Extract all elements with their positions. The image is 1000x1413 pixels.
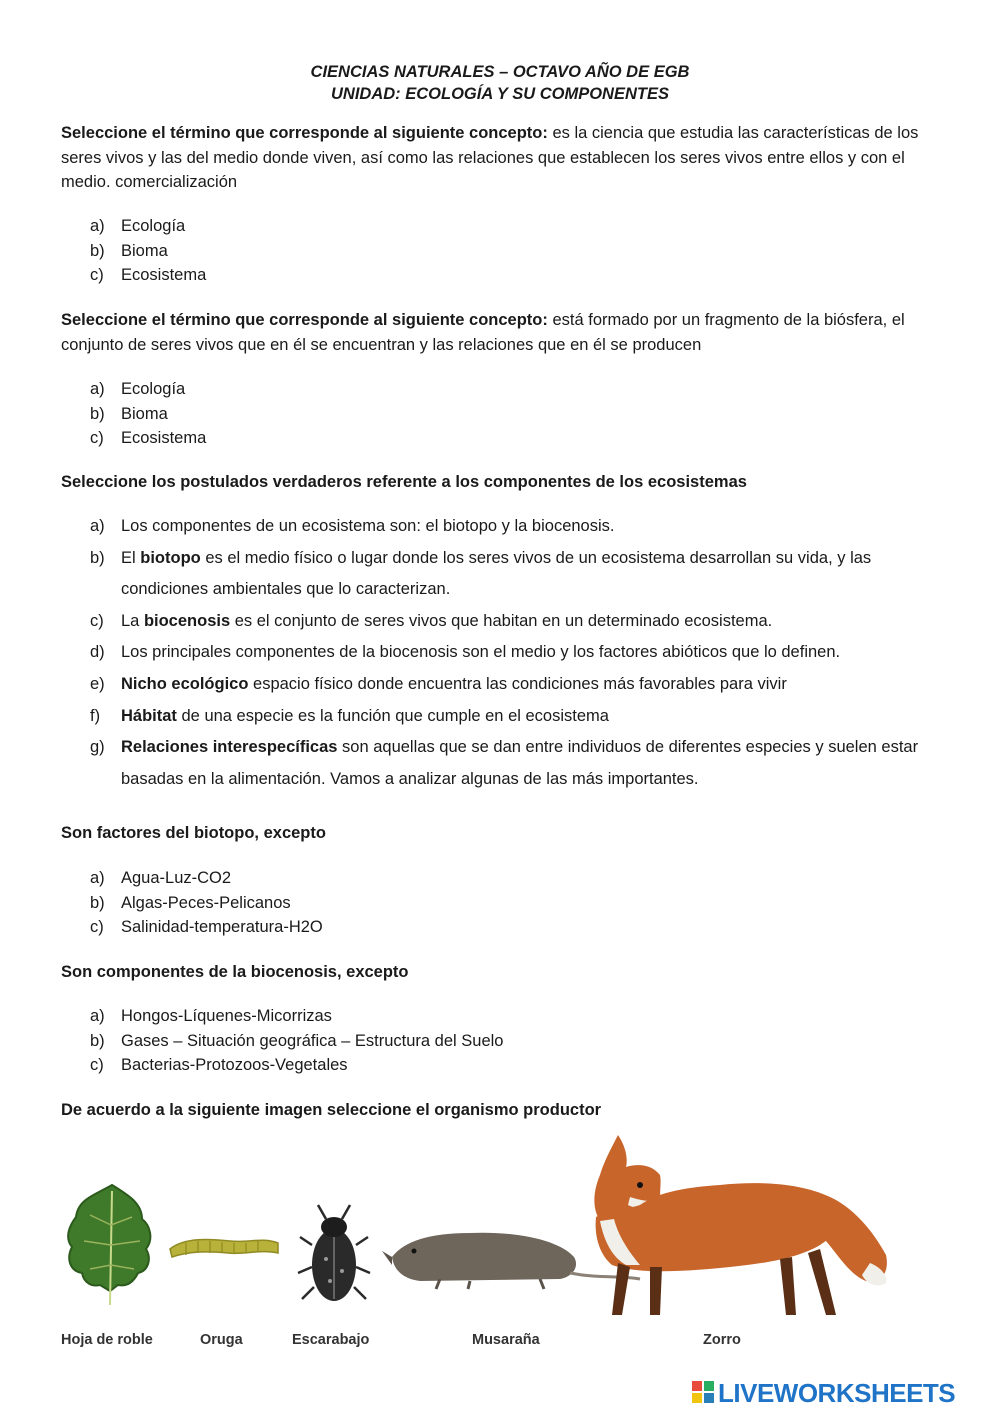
option-item[interactable]: [90, 263, 950, 288]
question-6: [61, 1098, 941, 1123]
option-item[interactable]: e) Nicho ecológico espacio físico donde encuentra las condiciones más favorables para vivir: [90, 669, 950, 701]
option-item[interactable]: [90, 377, 950, 402]
worksheet-header: [0, 61, 1000, 105]
option-letter: a): [90, 869, 105, 887]
option-item[interactable]: f) Hábitat de una especie es la función que cumple en el ecosistema: [90, 701, 950, 733]
question-1-lead: Seleccione el término que corresponde al siguiente concepto:: [61, 124, 548, 142]
question-4: [61, 821, 941, 846]
option-letter: a): [90, 380, 105, 398]
option-item[interactable]: b) El biotopo es el medio físico o lugar donde los seres vivos de un ecosistema desarrollan su vida, y las condiciones ambientales que lo caracterizan.: [90, 543, 950, 606]
term-nicho: Nicho ecológico: [121, 674, 249, 693]
option-item[interactable]: g) Relaciones interespecíficas son aquellas que se dan entre individuos de diferentes especies y suelen estar basadas en la alimentación. Vamos a analizar algunas de las más importantes.: [90, 732, 950, 795]
option-item[interactable]: [90, 402, 950, 427]
option-letter: a): [90, 517, 105, 535]
term-biotopo: biotopo: [140, 548, 201, 567]
label-escarabajo: Escarabajo: [292, 1332, 370, 1348]
oak-leaf-icon[interactable]: [68, 1185, 150, 1305]
question-6-lead: De acuerdo a la siguiente imagen seleccione el organismo productor: [61, 1101, 602, 1119]
question-2-lead: Seleccione el término que corresponde al siguiente concepto:: [61, 311, 548, 329]
question-2: [61, 308, 941, 357]
option-item[interactable]: [90, 214, 950, 239]
option-text: Ecosistema: [121, 429, 207, 447]
option-letter: d): [90, 643, 105, 662]
option-text: Hongos-Líquenes-Micorrizas: [121, 1007, 332, 1025]
beetle-icon[interactable]: [298, 1205, 370, 1301]
option-text: Agua-Luz-CO2: [121, 869, 232, 887]
option-text: Ecosistema: [121, 266, 207, 284]
question-2-options: [90, 377, 950, 451]
question-5-lead: Son componentes de la biocenosis, excepto: [61, 963, 409, 981]
option-letter: b): [90, 241, 105, 260]
question-3-options: [90, 511, 950, 795]
option-letter: a): [90, 217, 105, 235]
term-relaciones: Relaciones interespecíficas: [121, 738, 338, 757]
question-2-text: está formado por un fragmento de la biósfera, el conjunto de seres vivos que en él se encuentran y las relaciones que en él se producen: [61, 311, 905, 354]
option-item[interactable]: a) Los componentes de un ecosistema son: el biotopo y la biocenosis.: [90, 511, 950, 543]
option-letter: g): [90, 738, 105, 757]
option-text: Bioma: [121, 404, 168, 423]
header-subject: CIENCIAS NATURALES – OCTAVO AÑO DE EGB: [310, 63, 690, 81]
option-letter: c): [90, 1056, 104, 1074]
liveworksheets-wordmark: LIVEWORKSHEETS: [718, 1378, 956, 1408]
option-item[interactable]: [90, 891, 950, 916]
term-habitat: Hábitat: [121, 706, 177, 725]
option-letter: b): [90, 1031, 105, 1050]
question-1-options: [90, 214, 950, 288]
fox-icon[interactable]: [594, 1135, 887, 1315]
option-text: Algas-Peces-Pelicanos: [121, 893, 291, 912]
option-letter: f): [90, 706, 101, 725]
option-text: Ecología: [121, 380, 186, 398]
label-hoja-de-roble: Hoja de roble: [61, 1332, 153, 1348]
option-letter: a): [90, 1007, 105, 1025]
question-4-options: [90, 866, 950, 940]
option-text: Ecología: [121, 217, 186, 235]
option-letter: c): [90, 429, 104, 447]
option-item[interactable]: d) Los principales componentes de la biocenosis son el medio y los factores abióticos que lo definen.: [90, 637, 950, 669]
term-biocenosis: biocenosis: [143, 611, 231, 630]
option-item[interactable]: [90, 915, 950, 940]
label-oruga: Oruga: [200, 1332, 243, 1348]
option-text: Gases – Situación geográfica – Estructura del Suelo: [121, 1031, 504, 1050]
liveworksheets-logo-icon: [692, 1381, 714, 1403]
question-1: [61, 121, 941, 195]
option-text: Salinidad-temperatura-H2O: [121, 918, 323, 936]
label-musarana: Musaraña: [472, 1332, 540, 1348]
question-4-lead: Son factores del biotopo, excepto: [61, 824, 326, 842]
food-chain-illustration: [0, 1125, 1000, 1355]
question-5: [61, 960, 941, 985]
label-zorro: Zorro: [703, 1332, 741, 1348]
option-letter: b): [90, 548, 105, 567]
option-letter: b): [90, 893, 105, 912]
option-letter: c): [90, 918, 104, 936]
food-chain-svg: [0, 1125, 1000, 1325]
option-text: Bioma: [121, 241, 168, 260]
caterpillar-icon[interactable]: [170, 1239, 278, 1257]
option-letter: c): [90, 266, 104, 284]
liveworksheets-brand: [692, 1379, 992, 1407]
option-letter: b): [90, 404, 105, 423]
option-item[interactable]: [90, 1029, 950, 1054]
option-letter: e): [90, 674, 105, 693]
option-item[interactable]: [90, 1053, 950, 1078]
question-5-options: [90, 1004, 950, 1078]
option-item[interactable]: [90, 426, 950, 451]
header-unit: UNIDAD: ECOLOGÍA Y SU COMPONENTES: [331, 85, 669, 103]
option-item[interactable]: [90, 866, 950, 891]
question-3: [61, 470, 941, 495]
question-3-lead: Seleccione los postulados verdaderos referente a los componentes de los ecosistemas: [61, 473, 747, 491]
option-item[interactable]: [90, 1004, 950, 1029]
question-1-text: es la ciencia que estudia las características de los seres vivos y las del medio donde viven, así como las relaciones que establecen los seres vivos entre ellos y con el medio. comercialización: [61, 124, 919, 191]
option-item[interactable]: c) La biocenosis es el conjunto de seres vivos que habitan en un determinado ecosistema.: [90, 606, 950, 638]
option-item[interactable]: [90, 239, 950, 264]
option-letter: c): [90, 611, 104, 630]
option-text: Bacterias-Protozoos-Vegetales: [121, 1056, 348, 1074]
